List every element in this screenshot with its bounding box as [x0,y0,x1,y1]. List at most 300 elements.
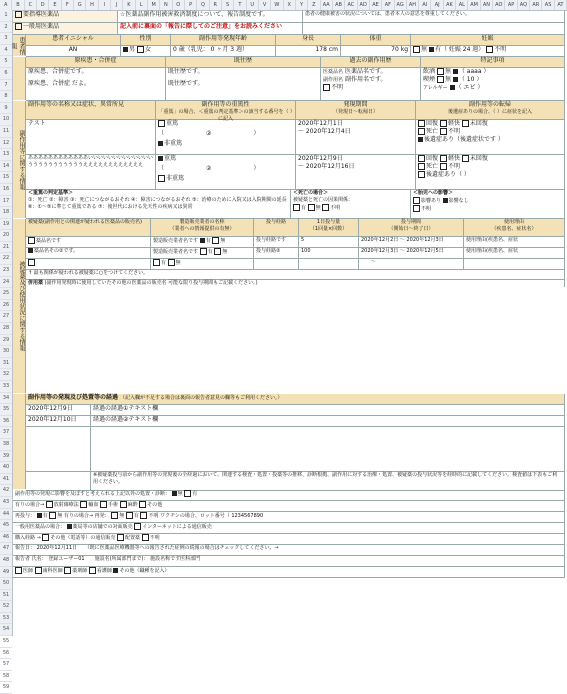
past-side-effect[interactable]: 副作用名です。 [344,76,387,84]
row-header-cell[interactable]: 41 [0,474,12,486]
drug-route[interactable]: 投与経路です [254,237,299,247]
row-header-cell[interactable]: 52 [0,601,12,613]
column-header-cell[interactable]: I [99,0,111,10]
header-severity-sub: 「重篤」の場合、＜重篤の判定基準＞の該当する番号を（ ）に記入 [158,109,293,122]
reaction-section [13,101,565,219]
row-header-cell[interactable]: 58 [0,671,12,683]
row-header-cell[interactable]: 47 [0,543,12,555]
reporter-name[interactable]: 登録ユーザー01 [48,556,85,562]
row-header-cell[interactable]: 40 [0,462,12,474]
checkbox-non-serious[interactable] [158,175,165,182]
column-header-cell[interactable]: P [185,0,197,10]
label-yes: 有 [301,204,307,211]
column-header-cell[interactable]: AD [358,0,370,10]
row-header-cell[interactable]: 57 [0,659,12,671]
row-header-cell[interactable]: 49 [0,567,12,579]
vaccine-label: ワクチンの場合、ロット番号（ [160,513,230,519]
checkbox[interactable] [172,491,177,496]
label-unknown: 不明 [331,84,344,92]
checkbox[interactable] [440,163,447,170]
concomitant-title: 併用薬 [28,280,44,286]
row-header-cell[interactable]: 44 [0,509,12,521]
check-note: 最も関係が疑われる被疑薬に○をつけてください。 [33,270,149,276]
checkbox[interactable] [413,197,420,204]
row-header-cell[interactable]: 25 [0,288,12,300]
checkbox[interactable] [293,204,300,211]
column-header-cell[interactable]: AQ [518,0,530,10]
label-non-serious: 非重篤 [166,175,185,183]
column-header-cell[interactable]: Y [296,0,308,10]
reporter-name-label: 氏名： [31,556,47,562]
checkbox[interactable] [418,137,423,142]
label-preg-no: 無 [421,46,428,53]
checkbox[interactable] [462,155,469,162]
reporter-label: 報告者 [15,556,31,562]
row-header-cell[interactable]: 4 [0,45,12,57]
checkbox[interactable] [120,501,127,508]
checkbox[interactable] [15,567,22,574]
column-header-cell[interactable]: AN [481,0,493,10]
column-header-cell[interactable]: L [136,0,148,10]
column-header-cell[interactable]: B [12,0,24,10]
original-disease-2[interactable]: 原疾患、合併症 だよ。 [28,80,90,88]
checkbox[interactable] [35,567,42,574]
label-sales-internet: インターネットによる通信販売 [142,524,212,530]
header-route: 投与経路 [254,219,299,236]
label-sequela: 後遺症あり [426,171,457,179]
column-header-cell[interactable]: F [62,0,74,10]
row-header-cell[interactable]: 6 [0,68,12,80]
header-reaction-name: 副作用等の名称又は症状、異常所見 [26,101,156,119]
column-header-cell[interactable]: W [271,0,283,10]
past-drug-name[interactable]: 医薬品名です。 [344,68,387,75]
adverse-event-report-form [10,11,565,635]
row-header-cell[interactable]: 11 [0,126,12,138]
row-header-cell[interactable]: 26 [0,300,12,312]
row-header-cell[interactable]: 38 [0,439,12,451]
checkbox[interactable] [28,248,33,253]
checkbox[interactable] [28,259,35,266]
checkbox[interactable] [153,259,160,266]
drug-route[interactable] [254,259,299,269]
checkbox[interactable] [453,77,458,82]
label-unknown: 不明 [447,163,460,171]
onset-end-1[interactable]: 2020年12月4日 [305,128,351,136]
checkbox[interactable] [89,567,96,574]
header-weight: 体重 [341,35,411,45]
checkbox[interactable] [28,237,35,244]
row-header-cell[interactable]: 16 [0,184,12,196]
checkbox[interactable] [437,76,444,83]
label-anesthesia: 麻酔 [127,502,138,508]
type-label-2: 一般用医薬品 [23,23,60,30]
row-header-cell[interactable]: 46 [0,532,12,544]
report-date-label: 報告日： [15,545,36,551]
label-no: 無 [444,68,451,75]
column-header-cell[interactable]: AR [530,0,542,10]
column-header-cell[interactable]: AF [382,0,394,10]
column-header-cell[interactable]: AC [345,0,357,10]
bottom-section [13,490,565,578]
header-allergy: 過去の副作用歴 [321,57,421,67]
label-yes: 有 [207,249,213,255]
report-note: （既に医薬品医療機器等への報告された症例の続報の場合はチェックしてください。→ [87,545,279,551]
checkbox[interactable] [308,204,315,211]
drug-maker[interactable]: 製造販売業者名です [153,249,199,255]
header-outcome-sub: 後遺症ありの場合、（ ）に症状を記入 [447,109,533,116]
row-header-cell[interactable]: 21 [0,242,12,254]
column-header-cell[interactable]: AL [456,0,468,10]
checkbox[interactable] [139,501,146,508]
label-sales-phone: その他（電話等）の通信販売 [50,535,116,541]
checkbox[interactable] [80,501,87,508]
header-past: 既往歴 [166,57,321,67]
label-death: 死亡 [426,163,439,171]
row-header-cell[interactable]: 18 [0,207,12,219]
past-history-2[interactable]: 既往歴です。 [168,80,204,88]
fetus-title: ＜胎児への影響＞ [413,190,454,196]
label-fetus-yes: 影響あり [421,197,442,204]
q2-label: 有りの場合→ [15,502,45,508]
column-header-cell[interactable]: AP [505,0,517,10]
report-date[interactable]: 2020年12月11日 [36,545,78,551]
label-preg-yes: 有 [434,46,441,53]
form-header-row-2 [13,23,565,35]
header-special: 特記事項 [421,57,565,67]
checkbox[interactable] [200,238,205,243]
row-header-cell[interactable]: 15 [0,172,12,184]
checkbox[interactable] [443,198,448,203]
column-header-cell[interactable]: AJ [431,0,443,10]
column-header-cell[interactable]: E [49,0,61,10]
drug-reason[interactable]: 使用理由(疾患名、症状 [464,237,565,247]
drug-side-label: 被疑薬及び使用状況に関する情報 [13,219,26,393]
criteria-row [26,190,565,219]
label-serious: 重篤 [166,120,179,127]
checkbox[interactable] [413,205,420,212]
past-history-1[interactable]: 既往歴です。 [168,68,204,75]
original-disease-1[interactable]: 原疾患、合併症です。 [28,68,88,75]
checkbox[interactable] [37,513,42,518]
patient-side-label: 患者情報 [10,36,25,55]
row-header-cell[interactable]: 22 [0,253,12,265]
row-header-cell[interactable]: 55 [0,636,12,648]
row-header-cell[interactable]: 14 [0,161,12,173]
row-header-cell[interactable]: 45 [0,520,12,532]
label-no: 無 [177,491,183,497]
checkbox[interactable] [100,501,107,508]
header-dose: 1日投与量 [316,219,341,225]
checkbox-non-serious[interactable] [158,141,163,146]
reaction-name-1[interactable]: テスト [26,120,156,154]
label-other-job: その他（職種を記入） [119,568,170,574]
drug-end[interactable]: 2020年12月5日 [406,248,444,254]
checkbox[interactable] [214,248,221,255]
column-header-cell[interactable]: AE [370,0,382,10]
q1-label: 副作用等の発現に影響を及ぼすと考えられる上記以外の処置・診断： [15,491,171,497]
drug-dose[interactable]: 5 [299,237,359,247]
drug-dose[interactable]: 100 [299,248,359,258]
row-header-cell[interactable]: 35 [0,404,12,416]
checkbox[interactable] [140,512,147,519]
checkbox[interactable] [134,523,141,530]
course-date[interactable]: 2020年12月10日 [26,416,91,426]
checkbox[interactable] [462,120,469,127]
header-age: 副作用等発現年齢 [171,35,276,45]
vaccine-lot[interactable]: 1234567890 [231,513,264,519]
checkbox-serious[interactable] [158,120,165,127]
checkbox[interactable] [440,120,447,127]
death-text: 被疑薬と死亡の因果関係： [293,196,354,203]
row-header-cell[interactable]: 10 [0,114,12,126]
column-header-cell[interactable]: X [284,0,296,10]
header-reason: 使用理由 [503,219,524,225]
concomitant-sub: (副作用発現時に使用していたその他の医薬品の販売名 可能な限り投与期間もご記載ください。) [44,280,258,286]
row-header-cell[interactable]: 29 [0,335,12,347]
header-drug-name: 被疑薬(副作用との関連が疑われる医薬品の販売名) [26,219,151,236]
drug-dose[interactable] [299,259,359,269]
column-header-cell[interactable]: M [148,0,160,10]
row-header-cell[interactable]: 32 [0,369,12,381]
header-sex: 性別 [121,35,171,45]
label-recovered: 回復 [426,120,439,127]
column-header-cell[interactable]: AB [333,0,345,10]
row-header-cell[interactable]: 42 [0,485,12,497]
column-header-cell[interactable]: N [160,0,172,10]
row-header-cell[interactable]: 5 [0,56,12,68]
column-header-cell[interactable]: C [25,0,37,10]
checkbox-male[interactable] [123,47,128,52]
checkbox[interactable] [418,128,425,135]
row-header-cell[interactable]: 50 [0,578,12,590]
drug-reason[interactable]: 使用理由(疾患名、症状 [464,248,565,258]
checkbox[interactable] [450,85,455,90]
course-section [13,394,565,490]
row-header-cell[interactable]: 34 [0,393,12,405]
column-header-cell[interactable]: AI [419,0,431,10]
column-header-cell[interactable]: AG [395,0,407,10]
drug-route[interactable]: 投与経路② [254,248,299,258]
row-header-cell[interactable]: 28 [0,323,12,335]
column-header-cell[interactable]: S [222,0,234,10]
row-header-cell[interactable]: 54 [0,624,12,636]
row-header-cell[interactable]: 20 [0,230,12,242]
criteria-text-1: ①：死亡 ②：障害 ③：死亡につながるおそれ ④：障害につながるおそれ ⑤：治療のために入院又は入院期間の延長 [28,196,287,203]
checkbox-serious[interactable] [158,156,163,161]
checkbox[interactable] [67,524,72,529]
checkbox[interactable] [42,534,49,541]
course-text[interactable]: 経過の経過①テキスト欄 [91,405,565,415]
row-header-cell[interactable]: 24 [0,277,12,289]
course-text[interactable]: 経過の経過②テキスト欄 [91,416,565,426]
row-header-cell[interactable]: 56 [0,648,12,660]
history-section [13,57,565,101]
column-header-cell[interactable]: G [74,0,86,10]
checkbox-unknown[interactable] [323,84,330,91]
criteria-text-2: ⑥：①～⑤に準じて重篤である ⑦：後世代における先天性の疾病又は異常 [28,203,193,210]
row-header-cell[interactable]: 37 [0,427,12,439]
column-header-cell[interactable]: AH [407,0,419,10]
column-header-cell[interactable]: O [173,0,185,10]
label-no: 無 [220,238,226,244]
label-non-serious: 非重篤 [164,140,183,148]
label-sales-placement: 配置薬 [124,535,140,541]
reaction-side-label: 副作用等に関する情報 [13,101,26,218]
row-header-cell[interactable]: 27 [0,311,12,323]
header-period-sub: （開始日～終了日） [388,225,434,232]
column-header-cell[interactable]: D [37,0,49,10]
checkbox[interactable] [15,23,22,30]
header-maker-sub: （業者への情報提供の有無） [169,225,235,232]
checkbox[interactable] [440,155,447,162]
checkbox[interactable] [418,171,425,178]
checkbox-female[interactable] [137,46,144,53]
row-header-cell[interactable]: 53 [0,613,12,625]
column-header-cell[interactable]: AK [444,0,456,10]
row-header-cell[interactable]: 12 [0,138,12,150]
drug-maker[interactable]: 製造販売業者名です [153,238,199,244]
checkbox[interactable] [117,534,124,541]
row-header-cell[interactable]: 1 [0,10,12,22]
row-header-cell[interactable]: 48 [0,555,12,567]
row-header-cell[interactable]: 17 [0,196,12,208]
row-header-cell[interactable]: 30 [0,346,12,358]
label-allergy: アレルギー [423,85,448,92]
row-header-bar [0,10,13,691]
label-yes: 有 [42,513,48,519]
course-date[interactable]: 2020年12月9日 [26,405,91,415]
row-header-cell[interactable]: 59 [0,682,12,694]
drug-end[interactable]: 2020年12月3日 [406,237,444,243]
column-header-cell[interactable]: T [234,0,246,10]
header-maker: 製造販売業者の名称 [179,219,225,225]
column-header-cell[interactable]: R [210,0,222,10]
checkbox[interactable] [64,567,71,574]
reaction-name-2[interactable]: ああああああああああああいいいいいいいいいいいいいうううううううううううええええええええええええ [26,155,156,189]
recur-label: 再発： [94,513,110,519]
row-header-cell[interactable]: 33 [0,381,12,393]
column-header-cell[interactable]: Z [308,0,320,10]
checkbox[interactable] [418,120,425,127]
checkbox[interactable] [142,534,149,541]
checkbox[interactable] [15,11,22,18]
row-header-cell[interactable]: 19 [0,219,12,231]
header-pregnancy: 妊娠 [411,35,565,45]
checkbox[interactable] [49,512,56,519]
checkbox-preg-no[interactable] [413,46,420,53]
drug-name[interactable]: 薬品名です [36,238,62,244]
row-header-cell[interactable]: 39 [0,451,12,463]
column-header-cell[interactable]: J [111,0,123,10]
label-dentist: 歯科医師 [42,568,63,574]
onset-start-2[interactable]: 2020年12月9日 [298,155,343,162]
checkbox[interactable] [184,490,191,497]
drug-name[interactable]: 薬品名その②です。 [34,248,79,254]
drug-reason[interactable] [464,259,565,269]
column-header-cell[interactable]: H [86,0,98,10]
course-footnote: ※被疑薬投与前から副作用等の発現後の全経過において、関連する検査・処置・投薬等の推移、診断根拠、副作用に対する治療・処置、被疑薬の投与状況等を経時的に記載してください。検査値は下表もご利用ください。 [91,472,565,490]
column-header-cell[interactable]: Q [197,0,209,10]
column-header-cell[interactable]: AA [321,0,333,10]
facility-name[interactable]: 施設名称です医科部門 [150,556,201,562]
label-improved: 軽快 [447,155,460,162]
checkbox[interactable] [418,155,425,162]
header-outcome: 副作用等の転帰 [468,101,511,108]
pregnancy-weeks: （ 妊娠 24 週） [440,46,485,53]
checkbox[interactable] [168,259,175,266]
drug-row: 有 無 ～ [26,259,565,270]
row-header-cell[interactable]: 3 [0,33,12,45]
label-no: 無 [444,76,451,84]
label-improved: 軽快 [447,120,460,127]
column-header-cell[interactable]: A [0,0,12,10]
onset-end-2[interactable]: 2020年12月16日 [305,163,355,171]
checkbox[interactable] [111,512,118,519]
row-header-cell[interactable]: 9 [0,103,12,115]
column-header-cell[interactable]: AO [493,0,505,10]
checkbox[interactable] [113,568,118,573]
label-male: 男 [129,46,136,53]
column-header-cell[interactable]: K [123,0,135,10]
row-header-cell[interactable]: 13 [0,149,12,161]
checkbox[interactable] [200,248,207,255]
column-header-cell[interactable]: V [259,0,271,10]
patient-weight[interactable]: 70 kg [341,46,411,56]
row-header-cell[interactable]: 43 [0,497,12,509]
row-header-cell[interactable]: 36 [0,416,12,428]
sequela-value-2: （ ） [456,171,470,179]
checkbox[interactable] [418,163,425,170]
label-transfusion: 輸血 [88,502,99,508]
checkbox[interactable] [126,512,133,519]
checkbox[interactable] [453,69,458,74]
row-header-cell[interactable]: 23 [0,265,12,277]
row-header-cell[interactable]: 8 [0,91,12,103]
row-header-cell[interactable]: 51 [0,590,12,602]
label-unknown: 不明 [330,204,341,211]
column-header-cell[interactable]: AT [555,0,567,10]
patient-initial[interactable]: AN [26,46,121,56]
criteria-title: ＜重篤の判定基準＞ [28,190,74,196]
label-no: 無 [119,513,125,519]
drug-start[interactable]: 2020年12月2日 [361,237,399,243]
label-female: 女 [144,46,151,53]
checkbox[interactable] [437,68,444,75]
label-death: 死亡 [426,128,439,136]
label-unrecovered: 未回復 [469,155,488,162]
checkbox[interactable] [46,501,53,508]
checkbox-preg-unknown[interactable] [486,46,493,53]
row-header-cell[interactable]: 31 [0,358,12,370]
smoking-value: （ aaaa ） [458,68,490,75]
patient-height[interactable]: 178 cm [276,46,341,56]
checkbox[interactable] [212,237,219,244]
row-header-cell[interactable]: 2 [0,22,12,34]
column-header-cell[interactable]: AM [468,0,480,10]
patient-age[interactable]: 0 歳（乳児： 0 ヶ月 3 週） [171,46,276,56]
column-header-cell[interactable]: U [247,0,259,10]
checkbox[interactable] [440,128,447,135]
checkbox-preg-yes[interactable] [429,47,434,52]
label-yes: 有 [205,238,211,244]
header-height: 身長 [276,35,341,45]
header-reason-sub: （疾患名、症状名） [491,225,537,232]
onset-start-1[interactable]: 2020年12月1日 [298,120,343,127]
column-header-cell[interactable]: AS [542,0,554,10]
row-header-cell[interactable]: 7 [0,80,12,92]
drug-start[interactable]: 2020年12月3日 [361,248,399,254]
checkbox[interactable] [322,204,329,211]
